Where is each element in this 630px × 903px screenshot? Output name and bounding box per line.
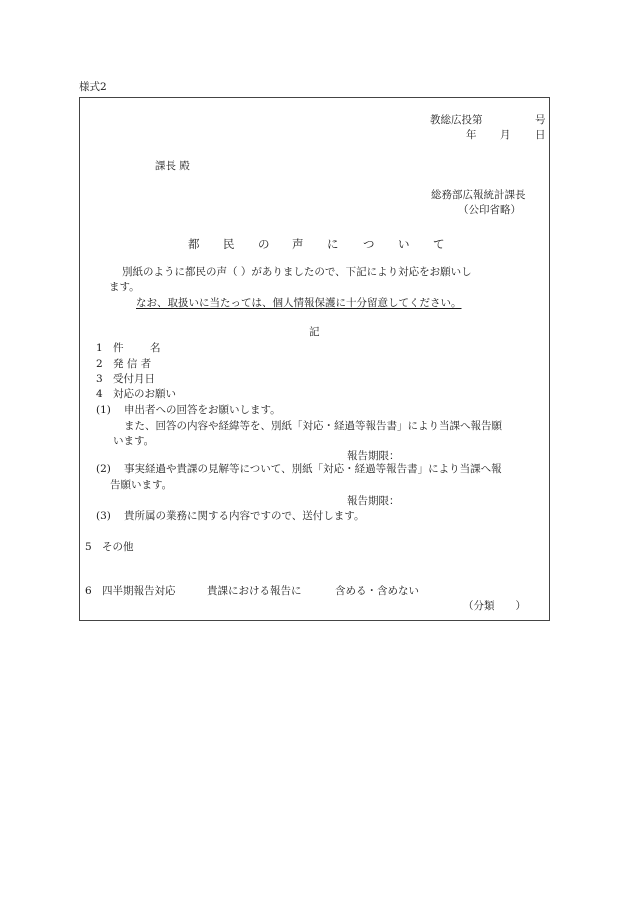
ki-heading: 記 bbox=[309, 326, 320, 338]
item-6-number: 6 bbox=[85, 585, 92, 597]
sub-2-deadline: 報告期限： bbox=[347, 495, 400, 507]
sub-3-number: (3) bbox=[96, 510, 111, 522]
sub-1-line-1: 申出者への回答をお願いします。 bbox=[124, 404, 281, 416]
sub-3-line-1: 貴所属の業務に関する内容ですので、送付します。 bbox=[124, 510, 365, 522]
sender: 総務部広報統計課長 bbox=[431, 189, 526, 201]
item-4-label: 対応のお願い bbox=[113, 388, 176, 400]
title-char: い bbox=[398, 237, 410, 251]
item-6-text: 貴課における報告に bbox=[207, 585, 302, 597]
item-6-classification: （分類 ） bbox=[463, 600, 526, 612]
item-6-label: 四半期報告対応 bbox=[102, 585, 176, 597]
sub-2-line-2: 告願います。 bbox=[110, 479, 173, 491]
item-3-number: 3 bbox=[96, 373, 103, 385]
doc-number-prefix: 教総広投第 bbox=[430, 114, 483, 126]
addressee: 課長 殿 bbox=[155, 160, 190, 172]
item-3-label: 受付月日 bbox=[113, 373, 155, 385]
intro-line-1: 別紙のように都民の声（ ）がありましたので、下記により対応をお願いし bbox=[122, 266, 472, 278]
date-day: 日 bbox=[535, 129, 546, 141]
title-char: 都 bbox=[188, 237, 200, 251]
item-4-number: 4 bbox=[96, 388, 103, 400]
title-char: 民 bbox=[223, 237, 235, 251]
sub-1-line-3: います。 bbox=[113, 435, 155, 447]
date-month: 月 bbox=[500, 129, 511, 141]
sub-1-line-2: また、回答の内容や経緯等を、別紙「対応・経過等報告書」により当課へ報告願 bbox=[124, 420, 502, 432]
sub-1-deadline: 報告期限： bbox=[347, 450, 400, 462]
item-2-label: 発 信 者 bbox=[113, 358, 152, 370]
item-5-number: 5 bbox=[85, 541, 92, 553]
sub-2-number: (2) bbox=[96, 463, 111, 475]
item-6-options: 含める・含めない bbox=[335, 585, 419, 597]
item-1-label-b: 名 bbox=[150, 342, 161, 354]
item-5-label: その他 bbox=[102, 541, 134, 553]
item-1-label-a: 件 bbox=[113, 342, 124, 354]
title-char: て bbox=[433, 237, 445, 251]
title-char: の bbox=[258, 237, 270, 251]
intro-line-2: ます。 bbox=[109, 281, 140, 293]
sub-2-line-1: 事実経過や貴課の見解等について、別紙「対応・経過等報告書」により当課へ報 bbox=[124, 463, 502, 475]
title-char: に bbox=[327, 237, 339, 251]
title-char: つ bbox=[363, 237, 375, 251]
seal-note: （公印省略） bbox=[458, 204, 521, 216]
item-2-number: 2 bbox=[96, 358, 103, 370]
doc-number-suffix: 号 bbox=[535, 114, 546, 126]
form-label: 様式2 bbox=[79, 81, 107, 93]
privacy-note: なお、取扱いに当たっては、個人情報保護に十分留意してください。 bbox=[136, 297, 462, 309]
date-year: 年 bbox=[466, 129, 477, 141]
item-1-number: 1 bbox=[96, 342, 103, 354]
sub-1-number: (1) bbox=[96, 404, 111, 416]
title-char: 声 bbox=[292, 237, 304, 251]
